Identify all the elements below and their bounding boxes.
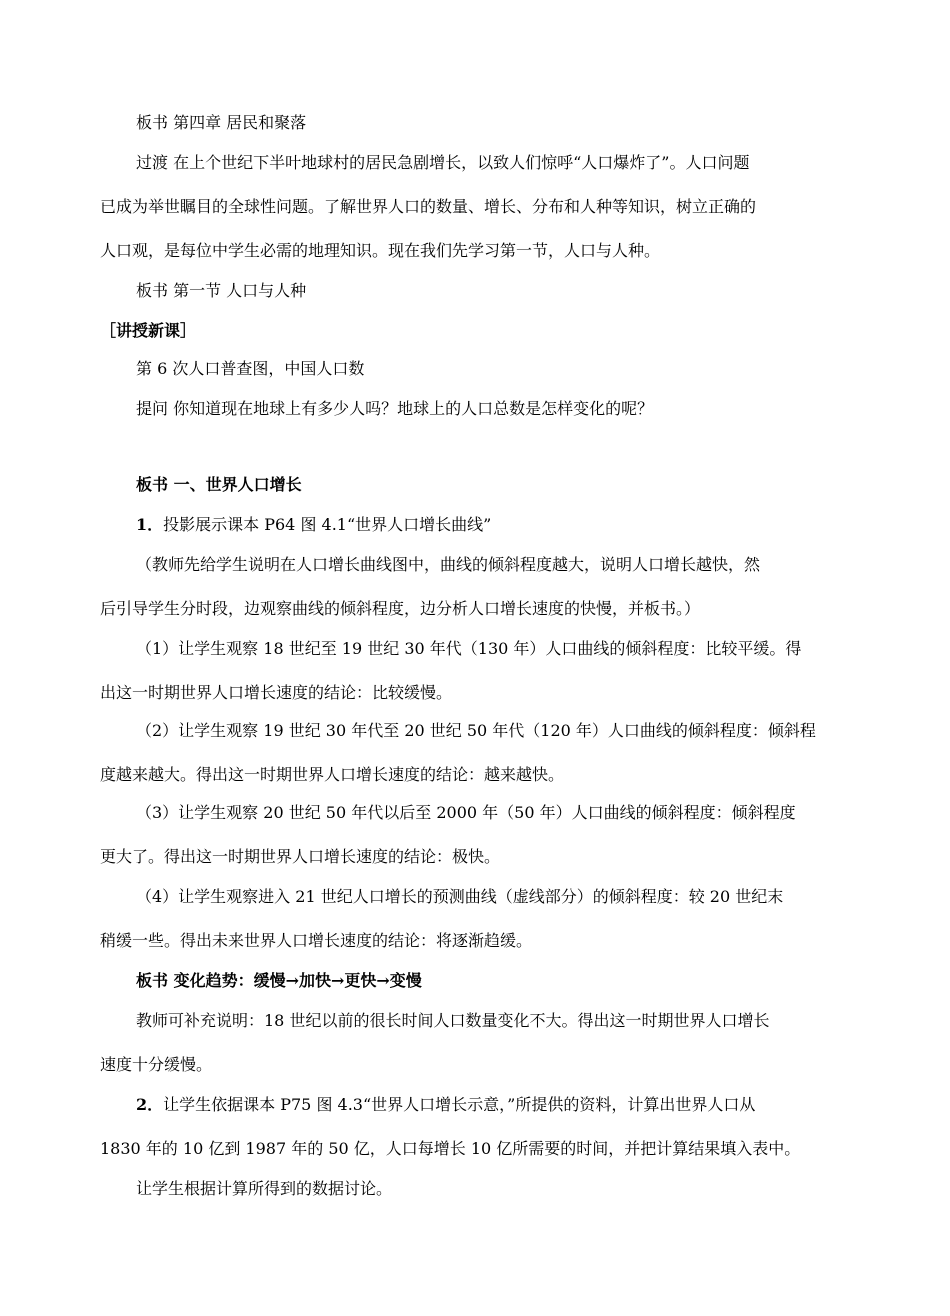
item-2-number: 2． [136,1095,164,1114]
observation-4-line-2: 稍缓一些。得出未来世界人口增长速度的结论：将逐渐趋缓。 [100,931,533,950]
observation-3-line-1: （3）让学生观察 20 世纪 50 年代以后至 2000 年（50 年）人口曲线的倾斜程度：倾斜程度 [136,803,796,822]
discussion-text: 让学生根据计算所得到的数据讨论。 [136,1179,393,1198]
teacher-note-line-1: （教师先给学生说明在人口增长曲线图中，曲线的倾斜程度越大，说明人口增长越快，然 [136,555,761,574]
question-text: 提问 你知道现在地球上有多少人吗？地球上的人口总数是怎样变化的呢？ [136,399,654,418]
observation-1-line-2: 出这一时期世界人口增长速度的结论：比较缓慢。 [100,683,453,702]
census-text: 第 6 次人口普查图，中国人口数 [136,359,365,378]
teacher-note-line-2: 后引导学生分时段，边观察曲线的倾斜程度，边分析人口增长速度的快慢，并板书。） [100,599,701,618]
observation-2-line-2: 度越来越大。得出这一时期世界人口增长速度的结论：越来越快。 [100,765,565,784]
item-2-line-1 [100,1094,896,1116]
section-heading: 板书 第一节 人口与人种 [136,281,307,300]
population-growth-heading: 板书 一、世界人口增长 [136,475,302,494]
trend-heading: 板书 变化趋势：缓慢→加快→更快→变慢 [136,971,422,990]
new-lesson-label: ［讲授新课］ [100,321,197,340]
observation-1-line-1: （1）让学生观察 18 世纪至 19 世纪 30 年代（130 年）人口曲线的倾斜程度：比较平缓。得 [136,639,802,658]
observation-4-line-1: （4）让学生观察进入 21 世纪人口增长的预测曲线（虚线部分）的倾斜程度：较 20 世纪末 [136,887,784,906]
item-2-text: 让学生依据课本 P75 图 4.3“世界人口增长示意，”所提供的资料，计算出世界人口从 [163,1095,756,1114]
observation-3-line-2: 更大了。得出这一时期世界人口增长速度的结论：极快。 [100,847,501,866]
supplement-line-1: 教师可补充说明：18 世纪以前的很长时间人口数量变化不大。得出这一时期世界人口增长 [136,1011,770,1030]
observation-2-line-1: （2）让学生观察 19 世纪 30 年代至 20 世纪 50 年代（120 年）人口曲线的倾斜程度：倾斜程 [136,721,816,740]
item-1-line [100,514,896,536]
item-1-number: 1． [136,515,164,534]
item-1-text: 投影展示课本 P64 图 4.1“世界人口增长曲线” [163,515,492,534]
transition-paragraph-line-1: 过渡 在上个世纪下半叶地球村的居民急剧增长，以致人们惊呼“人口爆炸了”。人口问题 [136,153,750,172]
supplement-line-2: 速度十分缓慢。 [100,1055,213,1074]
item-2-line-2: 1830 年的 10 亿到 1987 年的 50 亿，人口每增长 10 亿所需要的时间，并把计算结果填入表中。 [100,1139,801,1158]
transition-paragraph-line-3: 人口观，是每位中学生必需的地理知识。现在我们先学习第一节，人口与人种。 [100,241,661,260]
chapter-heading: 板书 第四章 居民和聚落 [136,113,307,132]
transition-paragraph-line-2: 已成为举世瞩目的全球性问题。了解世界人口的数量、增长、分布和人种等知识，树立正确的 [100,197,757,216]
